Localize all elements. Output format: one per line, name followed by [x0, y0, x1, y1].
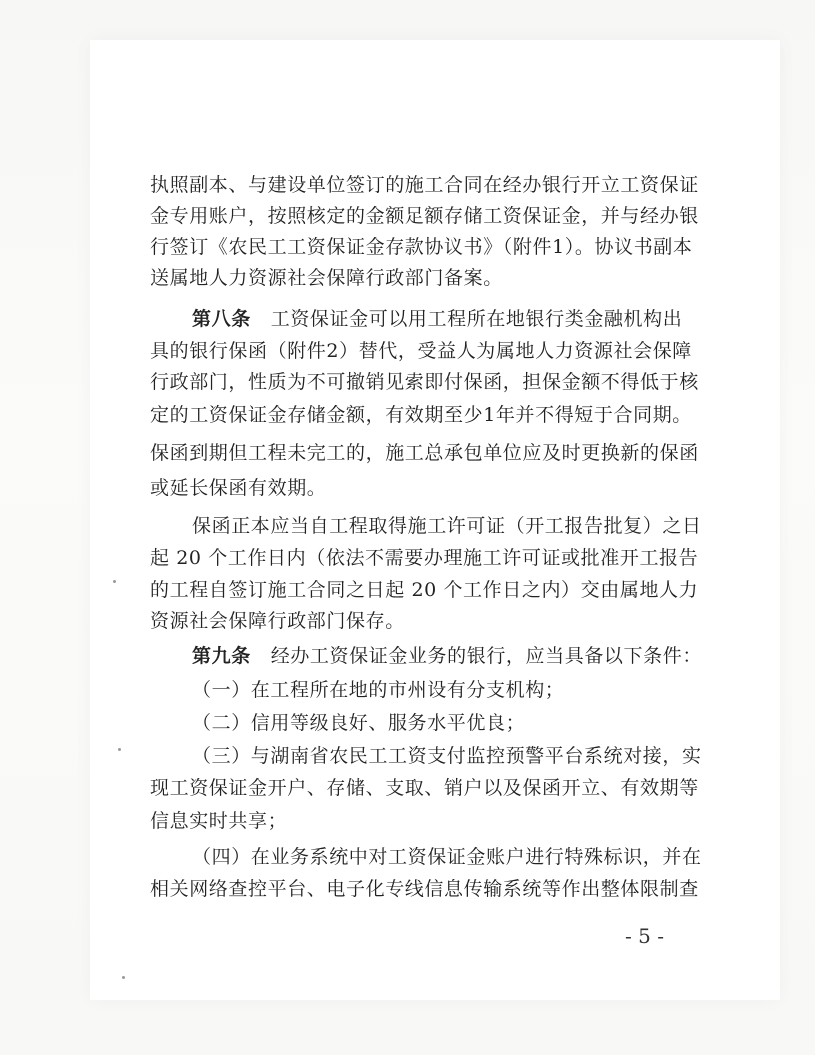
article-8-text: 工资保证金可以用工程所在地银行类金融机构出: [270, 308, 683, 330]
text-line-7: 行政部门，性质为不可撤销见索即付保函，担保金额不得低于核: [150, 371, 699, 393]
text-line-2: 金专用账户，按照核定的金额足额存储工资保证金，并与经办银: [150, 205, 699, 227]
text-line-9: 保函到期但工程未完工的，施工总承包单位应及时更换新的保函: [150, 442, 699, 464]
text-line-13: 的工程自签订施工合同之日起 20 个工作日之内）交由属地人力: [150, 579, 699, 601]
text-line-17: （二）信用等级良好、服务水平优良；: [192, 712, 526, 734]
text-line-22: 相关网络查控平台、电子化专线信息传输系统等作出整体限制查: [150, 878, 699, 900]
text-line-21: （四）在业务系统中对工资保证金账户进行特殊标识，并在: [192, 846, 702, 868]
scan-speck: [113, 580, 116, 583]
text-line-11: 保函正本应当自工程取得施工许可证（开工报告批复）之日: [192, 515, 702, 537]
text-line-4: 送属地人力资源社会保障行政部门备案。: [150, 267, 503, 289]
article-9-line: [192, 643, 702, 669]
text-line-19: 现工资保证金开户、存储、支取、销户以及保函开立、有效期等: [150, 777, 699, 799]
page-number: - 5 -: [625, 924, 664, 948]
article-8-line: [192, 306, 682, 332]
article-9-label: 第九条: [192, 645, 251, 667]
text-line-12: 起 20 个工作日内（依法不需要办理施工许可证或批准开工报告: [150, 547, 699, 569]
text-line-6: 具的银行保函（附件2）替代，受益人为属地人力资源社会保障: [150, 340, 692, 362]
article-9-text: 经办工资保证金业务的银行，应当具备以下条件：: [270, 645, 702, 667]
text-line-16: （一）在工程所在地的市州设有分支机构；: [192, 679, 565, 701]
text-line-3: 行签订《农民工工资保证金存款协议书》（附件1）。协议书副本: [150, 236, 693, 258]
scan-speck: [118, 748, 121, 751]
text-line-14: 资源社会保障行政部门保存。: [150, 610, 405, 632]
text-line-18: （三）与湖南省农民工工资支付监控预警平台系统对接，实: [192, 745, 702, 767]
scan-speck: [122, 976, 125, 979]
text-line-8: 定的工资保证金存储金额，有效期至少1年并不得短于合同期。: [150, 404, 692, 426]
text-line-20: 信息实时共享；: [150, 810, 288, 832]
text-line-10: 或延长保函有效期。: [150, 477, 327, 499]
text-line-1: 执照副本、与建设单位签订的施工合同在经办银行开立工资保证: [150, 174, 699, 196]
article-8-label: 第八条: [192, 308, 251, 330]
